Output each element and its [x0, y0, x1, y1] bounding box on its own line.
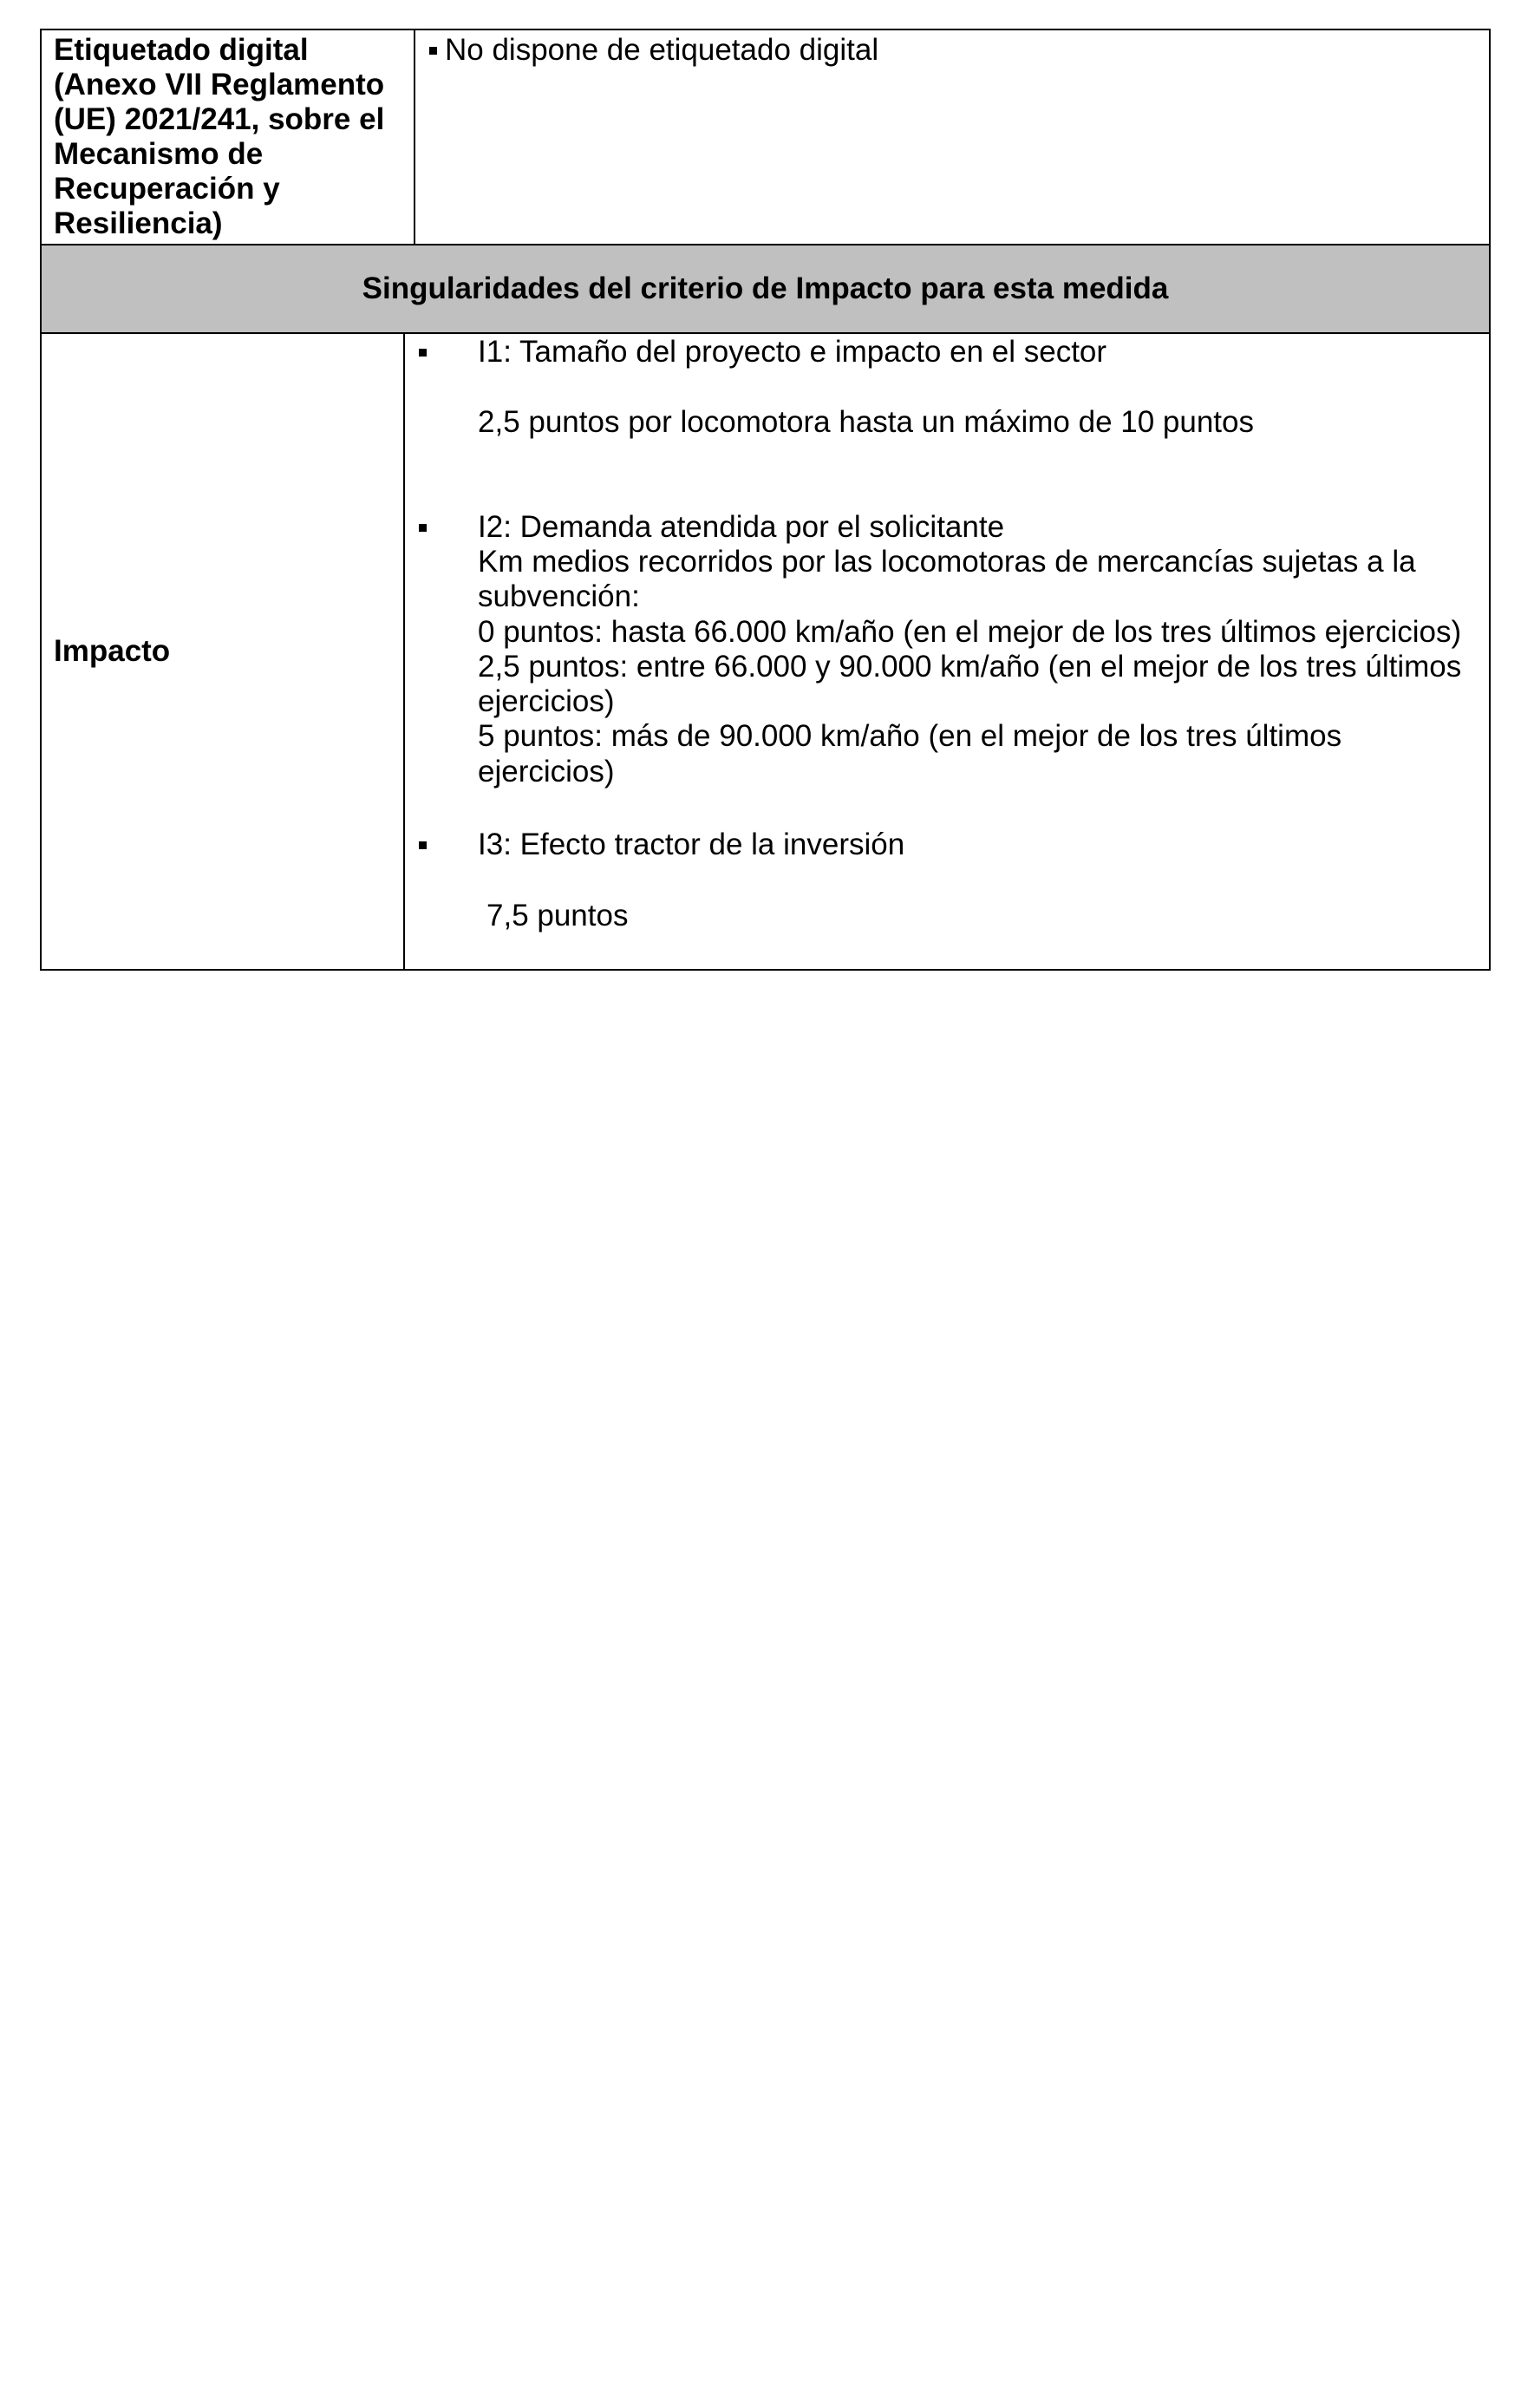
i2-line: Km medios recorridos por las locomotoras de mercancías sujetas a la	[478, 545, 1416, 579]
i2-line: subvención:	[478, 579, 640, 613]
digital-label-divider	[414, 29, 415, 245]
digital-label-heading	[54, 33, 409, 241]
bullet-square-icon	[419, 524, 427, 532]
label-line: Resiliencia)	[54, 206, 223, 240]
i2-line: ejercicios)	[478, 755, 615, 788]
i2-title: I2: Demanda atendida por el solicitante	[478, 510, 1005, 544]
i3-title: I3: Efecto tractor de la inversión	[478, 828, 905, 861]
digital-label-value: No dispone de etiquetado digital	[445, 33, 879, 67]
i2-line: 0 puntos: hasta 66.000 km/año (en el mejor de los tres últimos ejercicios)	[478, 615, 1462, 649]
impact-label: Impacto	[54, 634, 171, 668]
label-line: Etiquetado digital	[54, 33, 309, 67]
label-line: (Anexo VII Reglamento	[54, 68, 385, 101]
bullet-square-icon	[419, 841, 427, 849]
i1-title: I1: Tamaño del proyecto e impacto en el sector	[478, 335, 1107, 369]
i2-line: 5 puntos: más de 90.000 km/año (en el mejor de los tres últimos	[478, 719, 1342, 753]
impact-divider	[403, 332, 405, 971]
i3-detail: 7,5 puntos	[486, 899, 629, 932]
label-line: Mecanismo de	[54, 137, 264, 171]
bullet-square-icon	[419, 349, 427, 357]
label-line: Recuperación y	[54, 172, 280, 206]
i1-detail: 2,5 puntos por locomotora hasta un máximo de 10 puntos	[478, 405, 1254, 439]
label-line: (UE) 2021/241, sobre el	[54, 102, 385, 136]
i2-line: 2,5 puntos: entre 66.000 y 90.000 km/año (en el mejor de los tres últimos	[478, 650, 1462, 684]
i2-line: ejercicios)	[478, 684, 615, 718]
bullet-square-icon	[429, 47, 437, 55]
section-header	[40, 244, 1491, 334]
section-header-text: Singularidades del criterio de Impacto para esta medida	[362, 272, 1169, 305]
